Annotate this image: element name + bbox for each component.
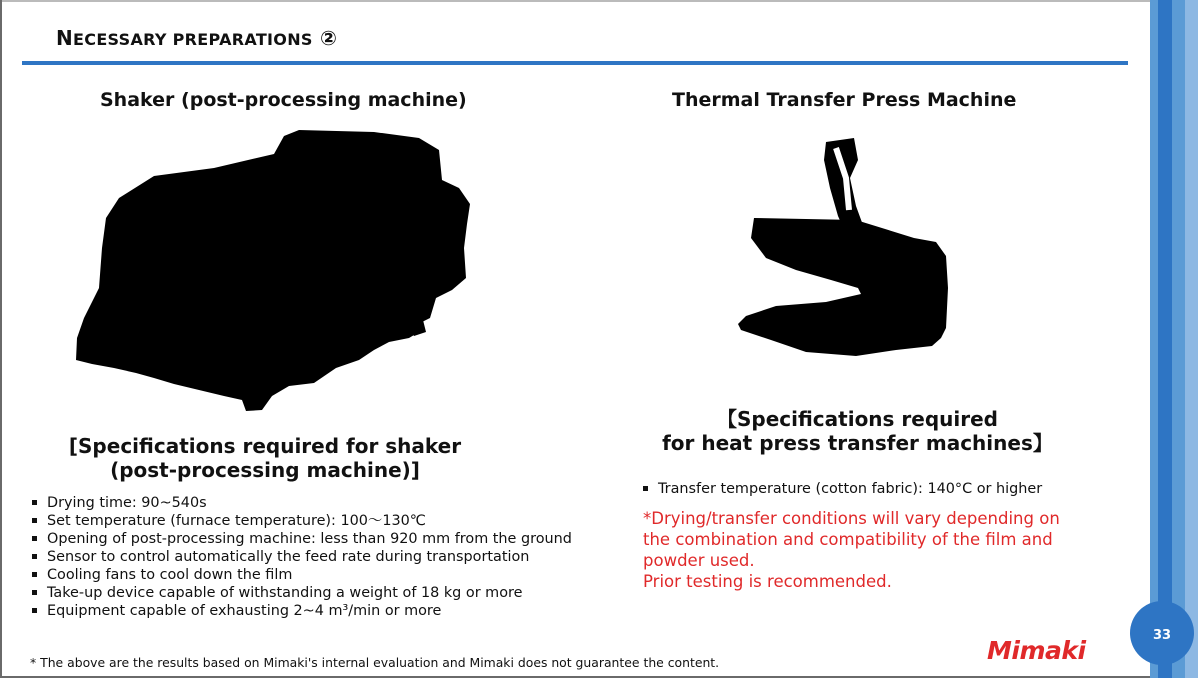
press-spec-heading-line1: 【Specifications required [716, 407, 998, 431]
page-title [56, 26, 337, 50]
svg-text:Mimaki: Mimaki [987, 636, 1086, 663]
press-spec-heading-line2: for heat press transfer machines】 [662, 431, 1053, 455]
bullet-square-icon [32, 500, 37, 505]
list-item: Take-up device capable of withstanding a weight of 18 kg or more [32, 584, 572, 602]
bullet-square-icon [32, 590, 37, 595]
list-item: Sensor to control automatically the feed rate during transportation [32, 548, 572, 566]
side-decoration-edge [1185, 0, 1198, 678]
press-spec-list [643, 480, 1042, 498]
title-initial: N [56, 26, 74, 50]
bullet-square-icon [32, 536, 37, 541]
slide-top-border [0, 0, 1150, 2]
list-item: Transfer temperature (cotton fabric): 140°C or higher [643, 480, 1042, 498]
bullet-square-icon [32, 554, 37, 559]
list-item: Cooling fans to cool down the film [32, 566, 572, 584]
bullet-square-icon [32, 608, 37, 613]
bullet-square-icon [32, 572, 37, 577]
mimaki-logo [985, 635, 1113, 663]
bullet-square-icon [643, 486, 648, 491]
heat-press-image [736, 138, 950, 360]
list-item: Drying time: 90~540s [32, 494, 572, 512]
title-number-mark: ② [320, 26, 338, 50]
title-rest: ECESSARY PREPARATIONS [73, 30, 313, 49]
shaker-spec-heading-line1: [Specifications required for shaker [68, 434, 462, 458]
title-underline [22, 61, 1128, 65]
page-number: 33 [1152, 628, 1172, 643]
press-heading: Thermal Transfer Press Machine [672, 89, 1017, 111]
disclaimer-footnote: * The above are the results based on Mimaki's internal evaluation and Mimaki does not guarantee the content. [30, 655, 720, 670]
shaker-spec-heading-line2: (post-processing machine)] [110, 458, 420, 482]
shaker-spec-list [32, 494, 572, 620]
shaker-machine-image [74, 128, 474, 413]
bullet-square-icon [32, 518, 37, 523]
press-spec-heading [645, 407, 1070, 455]
shaker-spec-heading [60, 434, 470, 482]
slide-left-border [0, 0, 2, 678]
list-item: Set temperature (furnace temperature): 100～130℃ [32, 512, 572, 530]
list-item: Opening of post-processing machine: less than 920 mm from the ground [32, 530, 572, 548]
shaker-heading: Shaker (post-processing machine) [100, 89, 467, 111]
drying-transfer-note: *Drying/transfer conditions will vary depending on the combination and compatibility of the film and powder used. Prior testing is recommended. [643, 509, 1060, 591]
side-decoration-stripe [1158, 0, 1172, 678]
list-item: Equipment capable of exhausting 2~4 m³/min or more [32, 602, 572, 620]
